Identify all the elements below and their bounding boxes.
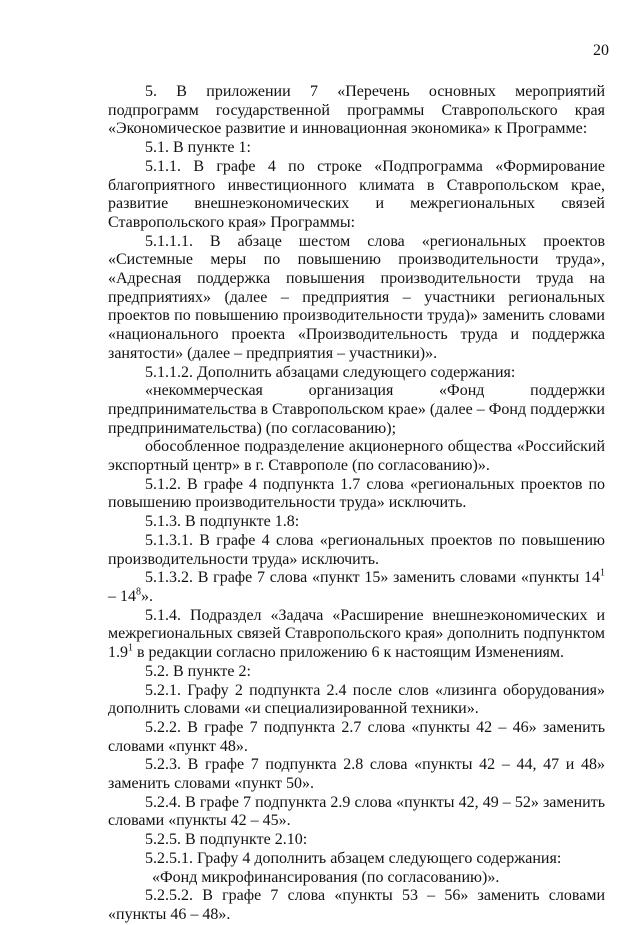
paragraph-5-1-3-2-text-b: – 14 — [108, 587, 136, 605]
quoted-paragraph-microfinance: «Фонд микрофинансирования (по согласованию)». — [152, 868, 500, 886]
superscript: 8 — [136, 586, 141, 598]
paragraph-5-1-3-2 — [108, 569, 605, 606]
paragraph-5-2-2: 5.2.2. В графе 7 подпункта 2.7 слова «пункты 42 – 46» заменить словами «пункт 48». — [108, 718, 605, 755]
quoted-paragraph-fund: «некоммерческая организация «Фонд поддержки предпринимательства в Ставропольском крае» (далее – Фонд поддержки предпринимательства) (по согласованию); — [108, 382, 605, 437]
paragraph-5-1: 5.1. В пункте 1: — [145, 139, 251, 157]
paragraph-5-1-3-1: 5.1.3.1. В графе 4 слова «региональных проектов по повышению производительности труда» исключить. — [108, 531, 605, 568]
superscript: 1 — [600, 567, 605, 579]
paragraph-5-1-1-1: 5.1.1.1. В абзаце шестом слова «региональных проектов «Системные меры по повышению производительности труда», «Адресная поддержка повышения производительности труда на предприятиях» (далее – предприятия – участники региональных проектов по повышению производительности труда)» заменить словами «национального проекта «Производительность труда и поддержка занятости» (далее – предприятия – участники)». — [108, 232, 605, 362]
superscript: 1 — [128, 642, 133, 654]
paragraph-5-2: 5.2. В пункте 2: — [145, 662, 251, 680]
quoted-paragraph-export-center: обособленное подразделение акционерного общества «Российский экспортный центр» в г. Ставрополе (по согласованию)». — [108, 438, 605, 475]
paragraph-5-2-5: 5.2.5. В подпункте 2.10: — [145, 831, 308, 849]
paragraph-5-1-4-text-b: в редакции согласно приложению 6 к настоящим Изменениям. — [133, 644, 565, 662]
paragraph-5-1-3-2-text-a: 5.1.3.2. В графе 7 слова «пункт 15» заменить словами «пункты 14 — [145, 569, 600, 587]
paragraph-5-2-1: 5.2.1. Графу 2 подпункта 2.4 после слов «лизинга оборудования» дополнить словами «и специализированной техники». — [108, 681, 605, 718]
paragraph-5-1-4-text-a: 5.1.4. Подраздел «Задача «Расширение внешнеэкономических и межрегиональных связей Ставропольского края» дополнить подпунктом 1.9 — [108, 606, 605, 662]
paragraph-5-2-4: 5.2.4. В графе 7 подпункта 2.9 слова «пункты 42, 49 – 52» заменить словами «пункты 42 – 45». — [108, 793, 605, 830]
paragraph-5-1-1-2: 5.1.1.2. Дополнить абзацами следующего содержания: — [145, 363, 516, 381]
paragraph-5-2-5-2: 5.2.5.2. В графе 7 слова «пункты 53 – 56» заменить словами «пункты 46 – 48». — [108, 887, 605, 923]
paragraph-5-2-3: 5.2.3. В графе 7 подпункта 2.8 слова «пункты 42 – 44, 47 и 48» заменить словами «пункт 50». — [108, 756, 605, 793]
page-number: 20 — [593, 42, 609, 59]
paragraph-5-1-3-2-text-c: ». — [141, 587, 153, 605]
paragraph-5-2-5-1: 5.2.5.1. Графу 4 дополнить абзацем следующего содержания: — [145, 849, 562, 867]
document-body — [108, 83, 605, 925]
paragraph-5-1-1: 5.1.1. В графе 4 по строке «Подпрограмма «Формирование благоприятного инвестиционного климата в Ставропольском крае, развитие внешнеэкономических и межрегиональных связей Ставропольского края» Программы: — [108, 157, 605, 231]
paragraph-5: 5. В приложении 7 «Перечень основных мероприятий подпрограмм государственной программы Ставропольского края «Экономическое развитие и инновационная экономика» к Программе: — [108, 83, 605, 138]
paragraph-5-1-2: 5.1.2. В графе 4 подпункта 1.7 слова «региональных проектов по повышению производительности труда» исключить. — [108, 475, 605, 512]
paragraph-5-1-3: 5.1.3. В подпункте 1.8: — [145, 513, 300, 531]
paragraph-5-1-4 — [108, 607, 605, 663]
